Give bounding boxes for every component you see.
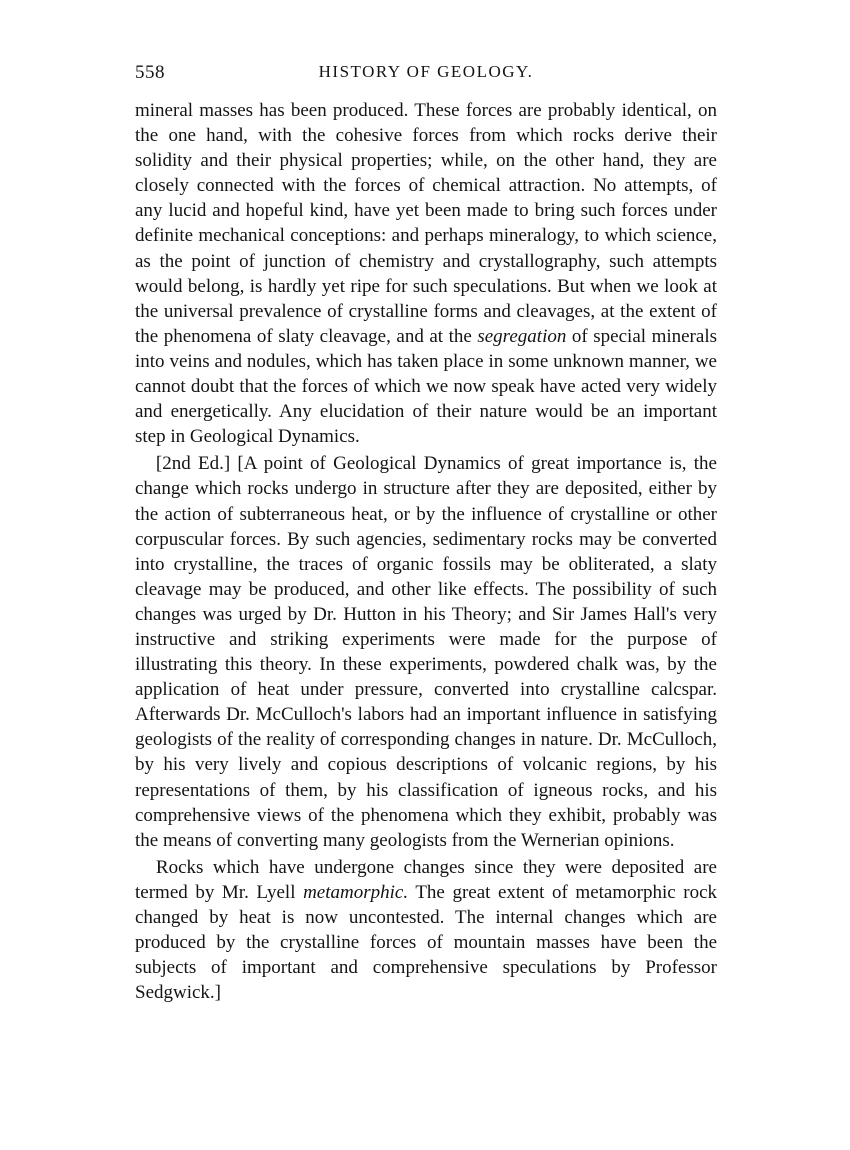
book-page [135, 62, 717, 1005]
page-number: 558 [135, 62, 165, 83]
paragraph-1 [135, 98, 717, 449]
paragraph-3-text-b: The great extent of metamorphic rock changed by heat is now uncontested. The internal changes which are produced by the crystalline forces of mountain masses have been the subjects of important and comprehensive speculations by Professor Sedgwick.] [135, 881, 717, 1004]
body-text [135, 98, 717, 1005]
paragraph-3-italic-metamorphic: metamorphic. [303, 881, 409, 903]
paragraph-3 [135, 855, 717, 1006]
running-head [135, 62, 717, 92]
paragraph-1-italic-segregation: segregation [477, 325, 567, 347]
running-title: HISTORY OF GEOLOGY. [318, 62, 534, 81]
paragraph-1-text-b: of special minerals into veins and nodules, which has taken place in some unknown manner, we cannot doubt that the forces of which we now speak have acted very widely and energetically. Any elucidation of their nature would be an important step in Geological Dynamics. [135, 325, 717, 448]
paragraph-1-text-a: mineral masses has been produced. These forces are probably identical, on the one hand, with the cohesive forces from which rocks derive their solidity and their physical properties; while, on the other hand, they are closely connected with the forces of chemical attraction. No attempts, of any lucid and hopeful kind, have yet been made to bring such forces under definite mechanical conceptions: and perhaps mineralogy, to which science, as the point of junction of chemistry and crystallography, such attempts would belong, is hardly yet ripe for such speculations. But when we look at the universal prevalence of crystalline forms and cleavages, at the extent of the phenomena of slaty cleavage, and at the [135, 100, 717, 347]
paragraph-2: [2nd Ed.] [A point of Geological Dynamics of great importance is, the change which rocks undergo in structure after they are deposited, either by the action of subterraneous heat, or by the influence of crystalline or other corpuscular forces. By such agencies, sedimentary rocks may be converted into crystalline, the traces of organic fossils may be obliterated, a slaty cleavage may be produced, and other like effects. The possibility of such changes was urged by Dr. Hutton in his Theory; and Sir James Hall's very instructive and striking experiments were made for the purpose of illustrating this theory. In these experiments, powdered chalk was, by the application of heat under pressure, converted into crystalline calcspar. Afterwards Dr. McCulloch's labors had an important influence in satisfying geologists of the reality of corresponding changes in nature. Dr. McCulloch, by his very lively and copious descriptions of volcanic regions, by his representations of them, by his classification of igneous rocks, and his comprehensive views of the phenomena which they exhibit, probably was the means of converting many geologists from the Wernerian opinions. [135, 453, 717, 851]
paragraph-3-text-a: Rocks which have undergone changes since they were deposited are termed by Mr. Lyell [135, 856, 717, 903]
